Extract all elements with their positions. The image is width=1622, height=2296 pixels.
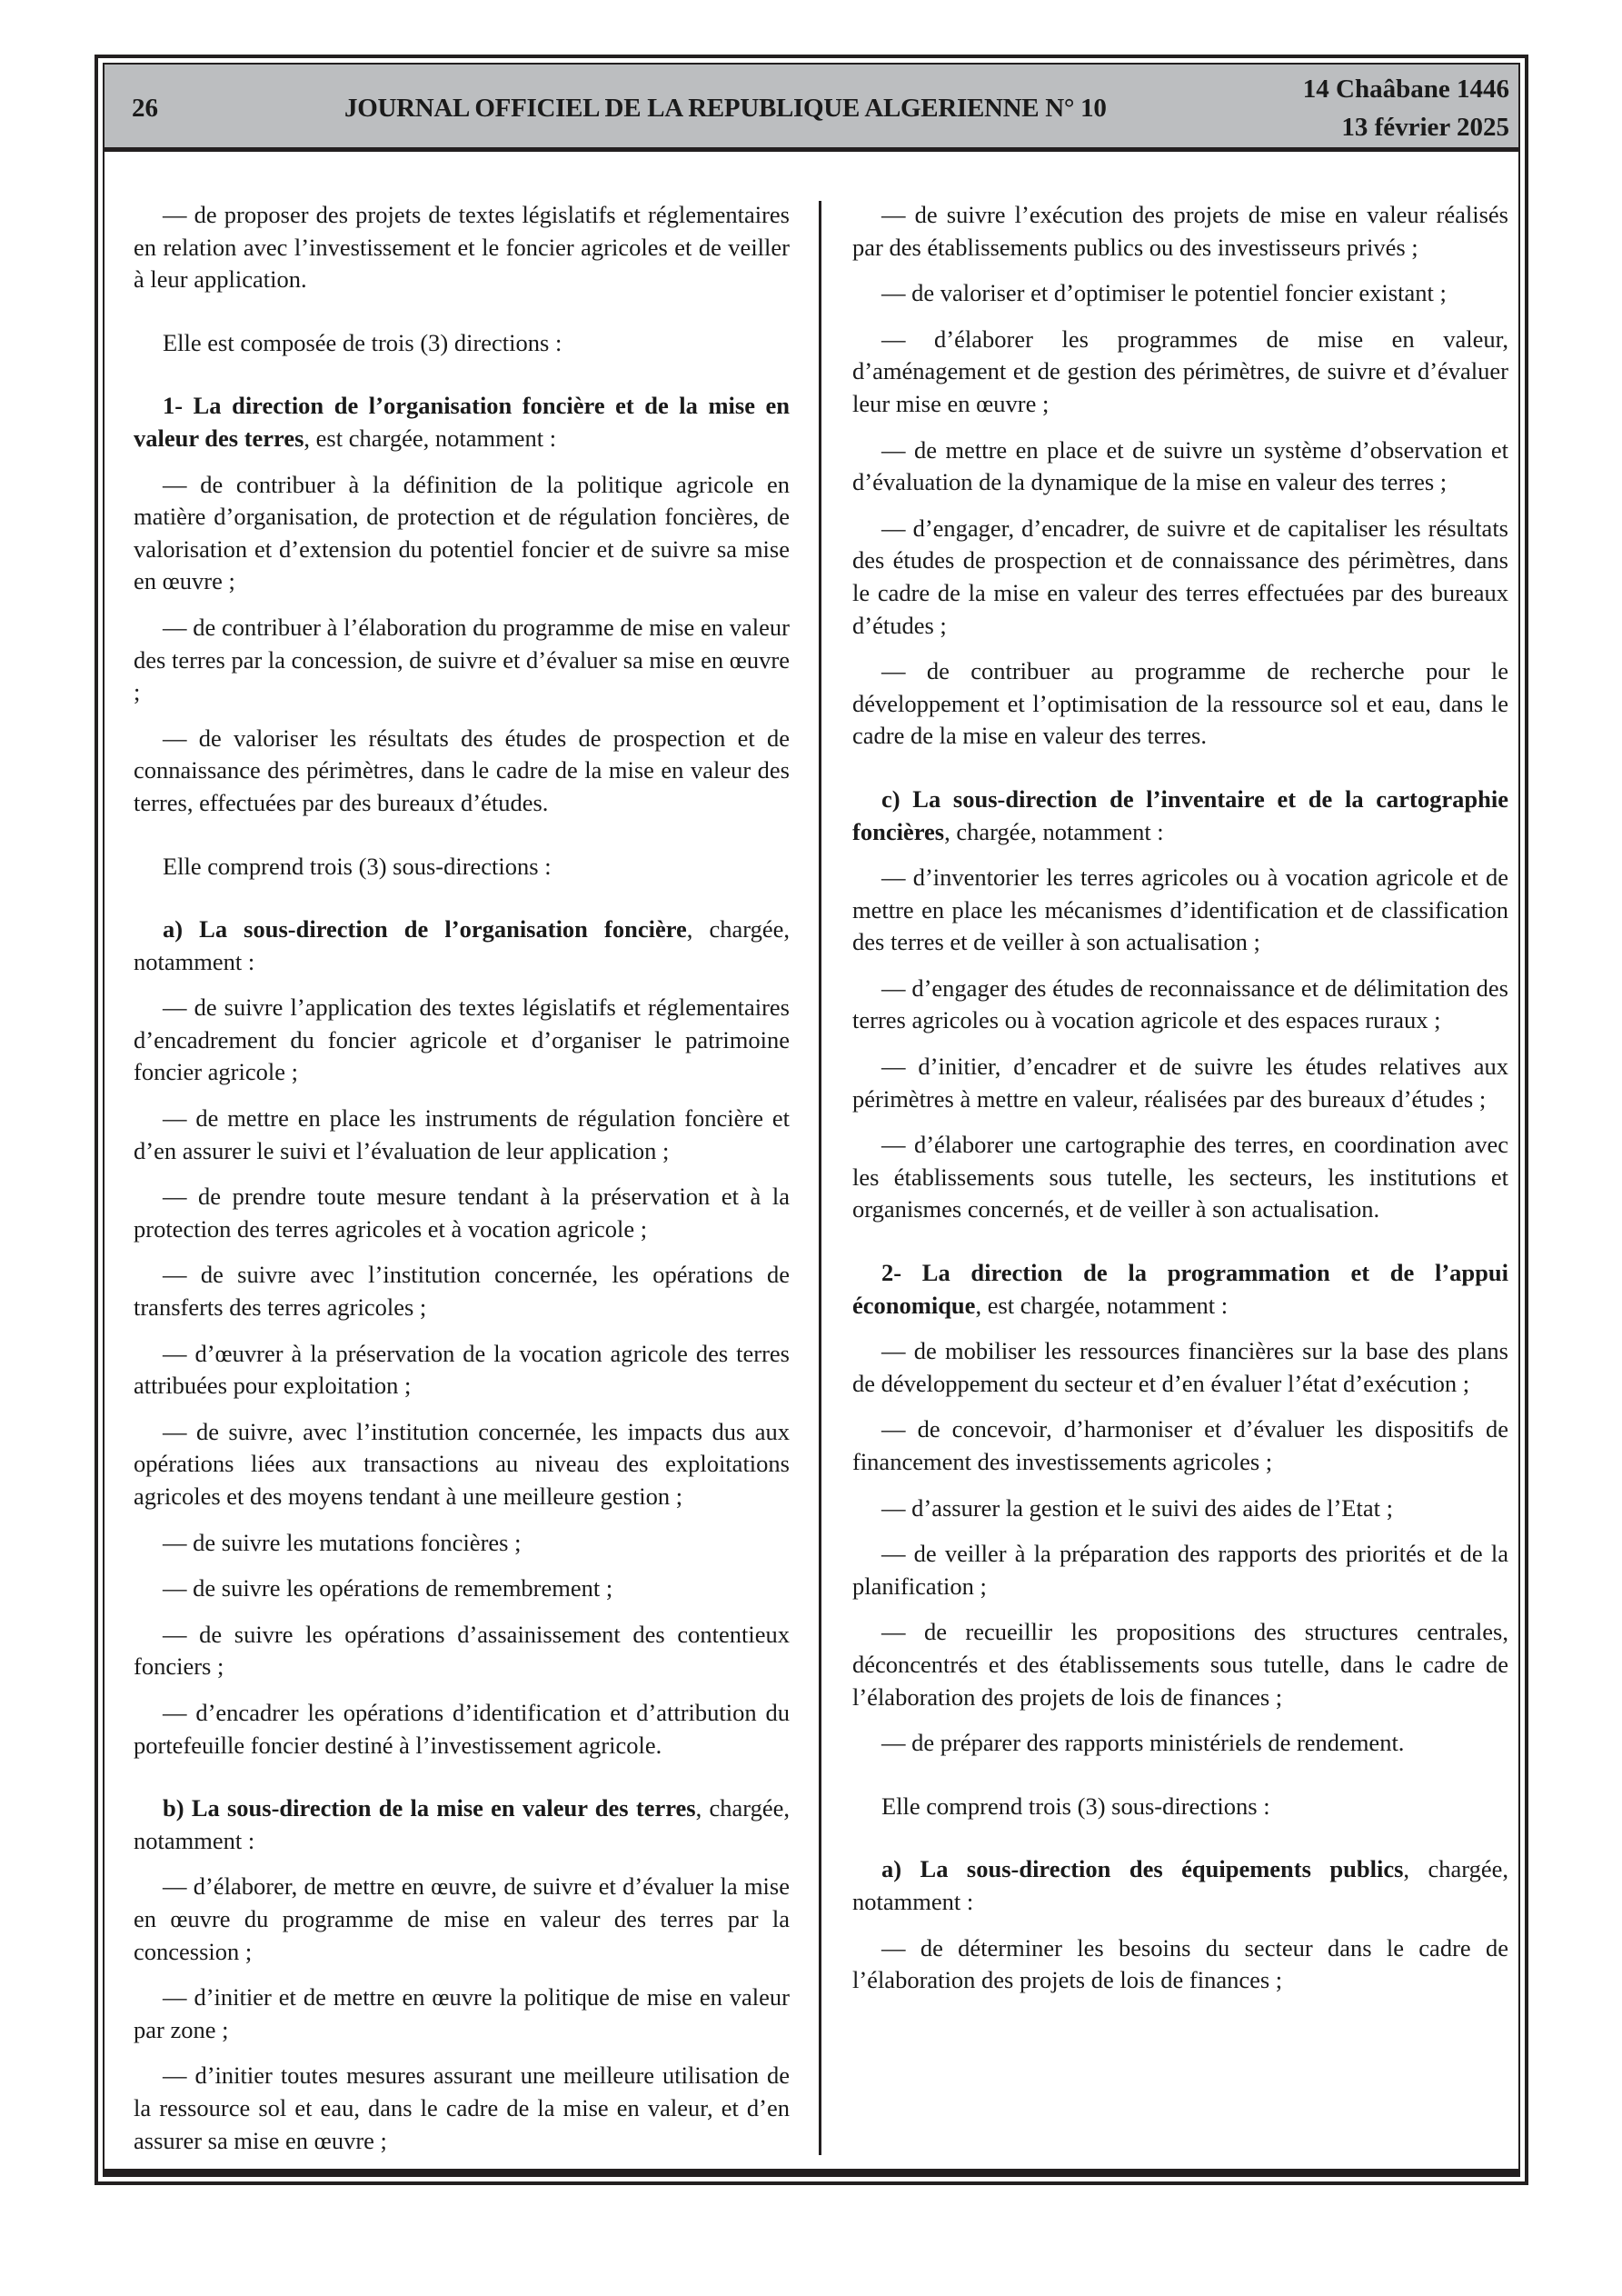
section-heading: b) La sous-direction de la mise en valeur des terres xyxy=(163,1794,696,1822)
list-item xyxy=(852,1051,1508,1115)
list-item xyxy=(852,1413,1508,1478)
paragraph-text: — de prendre toute mesure tendant à la préservation et à la protection des terres agricoles et à vocation agricole ; xyxy=(134,1183,790,1243)
paragraph-text: — de suivre les opérations d’assainissement des contentieux fonciers ; xyxy=(134,1620,790,1681)
list-item xyxy=(134,1416,790,1513)
list-item xyxy=(852,513,1508,642)
paragraph-text: — d’engager, d’encadrer, de suivre et de capitaliser les résultats des études de prospection et de connaissance des périmètres, dans le cadre de la mise en valeur des terres effectuées par des bureaux d’études ; xyxy=(852,514,1508,639)
intro-paragraph xyxy=(852,1791,1508,1823)
list-item xyxy=(852,1538,1508,1602)
list-item xyxy=(852,1727,1508,1760)
paragraph-text: — de déterminer les besoins du secteur dans le cadre de l’élaboration des projets de lois de finances ; xyxy=(852,1933,1508,1994)
list-item xyxy=(852,324,1508,421)
paragraph-text: , chargée, notamment : xyxy=(134,915,790,975)
paragraph-text: — de mobiliser les ressources financières sur la base des plans de développement du secteur et d’en évaluer l’état d’exécution ; xyxy=(852,1337,1508,1397)
paragraph-text: , est chargée, notamment : xyxy=(975,1291,1229,1319)
journal-title: JOURNAL OFFICIEL DE LA REPUBLIQUE ALGERIENNE N° 10 xyxy=(344,94,1107,123)
list-item xyxy=(134,1572,790,1605)
paragraph-text: — de contribuer au programme de recherche pour le développement et l’optimisation de la ressource sol et eau, dans le cadre de la mise en valeur des terres. xyxy=(852,657,1508,750)
paragraph-text: — de suivre les mutations foncières ; xyxy=(163,1528,522,1556)
list-item xyxy=(134,612,790,709)
gregorian-date: 13 février 2025 xyxy=(1341,113,1509,142)
list-item xyxy=(134,723,790,820)
list-item xyxy=(134,1697,790,1762)
paragraph-text: , chargée, notamment : xyxy=(852,1855,1508,1915)
paragraph-text: — d’encadrer les opérations d’identification et d’attribution du portefeuille foncier destiné à l’investissement agricole. xyxy=(134,1698,790,1759)
list-item xyxy=(134,2060,790,2157)
paragraph-text: , est chargée, notamment : xyxy=(304,424,557,452)
paragraph-text: — d’élaborer une cartographie des terres, en coordination avec les établissements sous tutelle, les secteurs, les institutions et organismes concernés, et de veiller à son actualisation. xyxy=(852,1131,1508,1223)
list-item xyxy=(134,1338,790,1403)
list-item xyxy=(134,1259,790,1323)
list-item xyxy=(134,199,790,296)
paragraph-text: — de suivre l’application des textes législatifs et réglementaires d’encadrement du foncier agricole et d’organiser le patrimoine foncier agricole ; xyxy=(134,993,790,1086)
list-item xyxy=(852,277,1508,310)
section-heading-paragraph xyxy=(134,913,790,978)
page-inner-frame xyxy=(103,63,1520,2177)
paragraph-text: — de valoriser les résultats des études de prospection et de connaissance des périmètres, dans le cadre de la mise en valeur des terres, effectuées par des bureaux d’études. xyxy=(134,724,790,816)
section-heading: 2- La direction de la programmation et de l’appui économique xyxy=(852,1259,1508,1319)
list-item xyxy=(134,1871,790,1968)
paragraph-text: — de proposer des projets de textes législatifs et réglementaires en relation avec l’investissement et le foncier agricoles et de veiller à leur application. xyxy=(134,201,790,294)
paragraph-text: — de suivre, avec l’institution concernée, les impacts dus aux opérations liées aux transactions au niveau des exploitations agricoles et des moyens tendant à une meilleure gestion ; xyxy=(134,1417,790,1510)
list-item xyxy=(852,1932,1508,1997)
section-heading-paragraph xyxy=(852,784,1508,848)
paragraph-text: — de concevoir, d’harmoniser et d’évaluer les dispositifs de financement des investissements agricoles ; xyxy=(852,1415,1508,1475)
column-divider xyxy=(819,201,821,2155)
list-item xyxy=(134,1527,790,1560)
right-column xyxy=(852,199,1508,1997)
section-heading-paragraph xyxy=(134,390,790,454)
paragraph-text: — de mettre en place les instruments de régulation foncière et d’en assurer le suivi et l’évaluation de leur application ; xyxy=(134,1104,790,1164)
paragraph-text: Elle comprend trois (3) sous-directions : xyxy=(881,1792,1270,1820)
list-item xyxy=(134,992,790,1089)
paragraph-text: — de contribuer à la définition de la politique agricole en matière d’organisation, de protection et de régulation foncières, de valorisation et d’extension du potentiel foncier et de suivre sa mise en œuvre ; xyxy=(134,470,790,595)
paragraph-text: — de contribuer à l’élaboration du programme de mise en valeur des terres par la concession, de suivre et d’évaluer sa mise en œuvre ; xyxy=(134,613,790,706)
paragraph-text: — d’initier toutes mesures assurant une meilleure utilisation de la ressource sol et eau, dans le cadre de la mise en valeur, et d’en assurer sa mise en œuvre ; xyxy=(134,2061,790,2154)
section-heading-paragraph xyxy=(852,1853,1508,1918)
paragraph-text: — d’engager des études de reconnaissance et de délimitation des terres agricoles ou à vocation agricole et des espaces ruraux ; xyxy=(852,973,1508,1034)
paragraph-text: — de préparer des rapports ministériels de rendement. xyxy=(881,1729,1405,1757)
paragraph-text: — d’œuvrer à la préservation de la vocation agricole des terres attribuées pour exploitation ; xyxy=(134,1339,790,1400)
list-item xyxy=(134,1619,790,1683)
intro-paragraph xyxy=(134,851,790,883)
list-item xyxy=(852,434,1508,499)
paragraph-text: Elle comprend trois (3) sous-directions : xyxy=(163,852,552,880)
paragraph-text: — de valoriser et d’optimiser le potentiel foncier existant ; xyxy=(881,279,1447,307)
list-item xyxy=(134,1982,790,2046)
list-item xyxy=(852,1335,1508,1400)
paragraph-text: — de suivre avec l’institution concernée, les opérations de transferts des terres agricoles ; xyxy=(134,1261,790,1322)
section-heading: a) La sous-direction des équipements publics xyxy=(881,1855,1404,1883)
page-frame xyxy=(95,55,1528,2185)
section-heading-paragraph xyxy=(852,1257,1508,1322)
section-heading: c) La sous-direction de l’inventaire et de la cartographie foncières xyxy=(852,784,1508,845)
paragraph-text: Elle est composée de trois (3) directions : xyxy=(163,328,562,356)
paragraph-text: — de veiller à la préparation des rapports des priorités et de la planification ; xyxy=(852,1540,1508,1600)
paragraph-text: — d’inventorier les terres agricoles ou à vocation agricole et de mettre en place les mécanismes d’identification et de classification des terres et de veiller à son actualisation ; xyxy=(852,863,1508,956)
section-heading: 1- La direction de l’organisation foncière et de la mise en valeur des terres xyxy=(134,392,790,452)
left-column xyxy=(134,199,790,2157)
list-item xyxy=(852,1616,1508,1713)
list-item xyxy=(852,199,1508,264)
hijri-date: 14 Chaâbane 1446 xyxy=(1302,75,1509,104)
section-heading-paragraph xyxy=(134,1792,790,1857)
list-item xyxy=(134,1181,790,1245)
page-header xyxy=(104,65,1518,152)
paragraph-text: , chargée, notamment : xyxy=(944,817,1164,845)
paragraph-text: — de suivre l’exécution des projets de mise en valeur réalisés par des établissements publics ou des investisseurs privés ; xyxy=(852,201,1508,261)
paragraph-text: — de mettre en place et de suivre un système d’observation et d’évaluation de la dynamique de la mise en valeur des terres ; xyxy=(852,435,1508,496)
header-dates xyxy=(1303,70,1509,146)
paragraph-text: — d’assurer la gestion et le suivi des aides de l’Etat ; xyxy=(881,1493,1393,1522)
list-item xyxy=(134,469,790,598)
paragraph-text: — de suivre les opérations de remembrement ; xyxy=(163,1574,613,1602)
list-item xyxy=(852,1492,1508,1525)
paragraph-text: — d’initier et de mettre en œuvre la politique de mise en valeur par zone ; xyxy=(134,1983,790,2043)
intro-paragraph xyxy=(134,327,790,360)
paragraph-text: — de recueillir les propositions des structures centrales, déconcentrés et des établissements sous tutelle, dans le cadre de l’élaboration des projets de lois de finances ; xyxy=(852,1618,1508,1711)
paragraph-text: , chargée, notamment : xyxy=(134,1794,790,1854)
paragraph-text: — d’élaborer les programmes de mise en valeur, d’aménagement et de gestion des périmètres, de suivre et d’évaluer leur mise en œuvre ; xyxy=(852,324,1508,417)
list-item xyxy=(852,862,1508,959)
list-item xyxy=(852,1129,1508,1226)
section-heading: a) La sous-direction de l’organisation foncière xyxy=(163,915,687,943)
list-item xyxy=(852,655,1508,753)
paragraph-text: — d’élaborer, de mettre en œuvre, de suivre et d’évaluer la mise en œuvre du programme de mise en valeur des terres par la concession ; xyxy=(134,1872,790,1965)
paragraph-text: — d’initier, d’encadrer et de suivre les études relatives aux périmètres à mettre en valeur, réalisées par des bureaux d’études ; xyxy=(852,1053,1508,1113)
list-item xyxy=(852,973,1508,1037)
list-item xyxy=(134,1103,790,1167)
page-number: 26 xyxy=(132,94,158,123)
